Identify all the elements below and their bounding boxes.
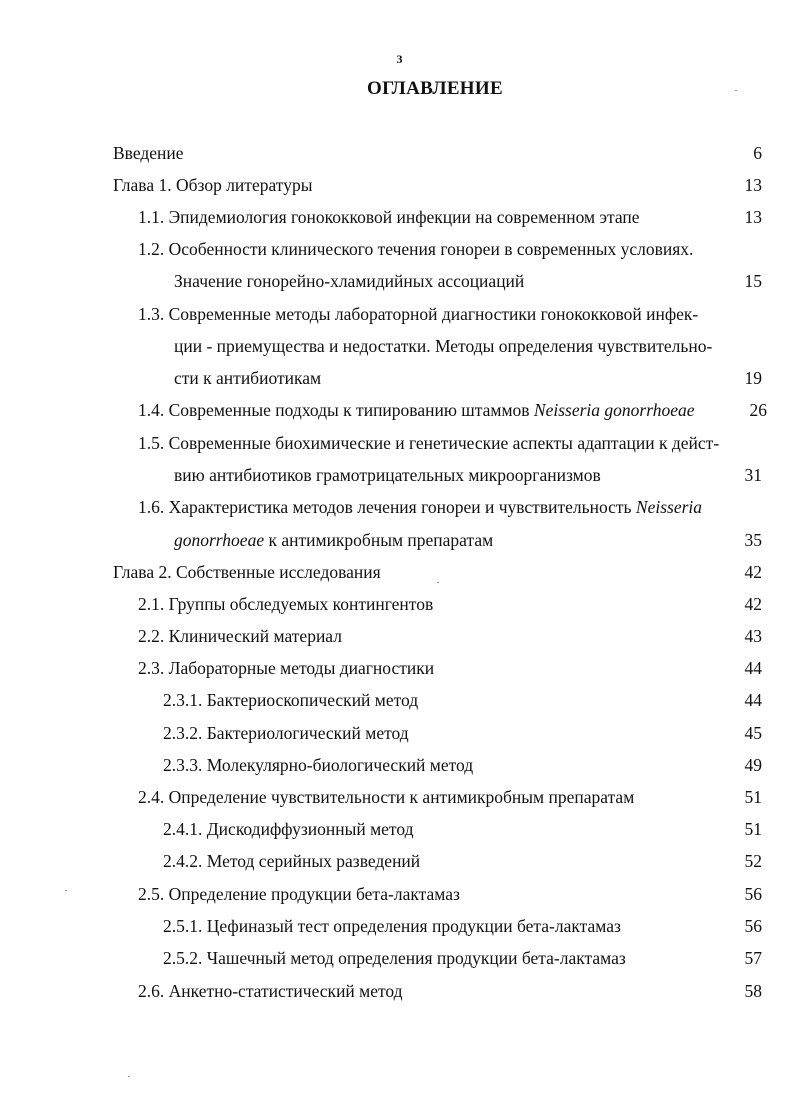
toc-entry-text: 2.3. Лабораторные методы диагностики [138,658,435,678]
scan-speck [128,1076,130,1077]
toc-entry [0,591,799,617]
toc-entry-page: 26 [749,400,767,420]
toc-entry-text: 1.4. Современные подходы к типированию штаммов Neisseria gonorrhoeae [138,400,695,420]
toc-entry-page: 31 [744,465,762,485]
toc-entry-text: 2.3.1. Бактериоскопический метод [163,690,419,710]
toc-entry-text: 2.4. Определение чувствительности к антимикробным препаратам [138,787,635,807]
toc-entry-text: 2.5.1. Цефиназый тест определения продукции бета-лактамаз [163,916,621,936]
toc-entry [0,301,799,327]
toc-entry-text: Значение гонорейно-хламидийных ассоциаций [174,271,525,291]
toc-entry [0,397,799,423]
species-name: Neisseria gonorrhoeae [533,400,695,420]
toc-entry-text: ции - приемущества и недостатки. Методы определения чувствительно- [174,336,713,356]
toc-entry [0,881,799,907]
toc-entry-page: 6 [753,143,762,163]
toc-entry [0,559,799,585]
toc-entry-continuation [0,462,799,488]
toc-entry-text: 1.3. Современные методы лабораторной диагностики гонококковой инфек- [138,304,699,324]
toc-entry-text: вию антибиотиков грамотрицательных микроорганизмов [174,465,601,485]
toc-entry-text: 2.2. Клинический материал [138,626,342,646]
toc-entry [0,687,799,713]
toc-entry-text: 2.1. Группы обследуемых контингентов [138,594,434,614]
scan-speck [437,582,439,583]
toc-entry [0,430,799,456]
toc-entry [0,494,799,520]
toc-entry-page: 56 [744,884,762,904]
toc-entry-text: 2.4.1. Дискодиффузионный метод [163,819,414,839]
toc-entry-text: Глава 2. Собственные исследования [113,562,381,582]
toc-entry-text: 2.5.2. Чашечный метод определения продукции бета-лактамаз [163,948,626,968]
toc-entry-text: 1.5. Современные биохимические и генетические аспекты адаптации к дейст- [138,433,720,453]
species-name: gonorrhoeae [174,530,265,550]
toc-entry-page: 42 [744,562,762,582]
toc-entry-page: 44 [744,690,762,710]
toc-entry-text: 2.5. Определение продукции бета-лактамаз [138,884,460,904]
toc-entry-text: Глава 1. Обзор литературы [113,175,313,195]
toc-entry-page: 49 [744,755,762,775]
toc-entry [0,236,799,262]
toc-entry-continuation [0,333,799,359]
toc-entry-page: 52 [744,851,762,871]
toc-entry-text: 1.2. Особенности клинического течения гонореи в современных условиях. [138,239,694,259]
toc-entry-text: 2.4.2. Метод серийных разведений [163,851,421,871]
toc-entry-text: gonorrhoeae к антимикробным препаратам [174,530,494,550]
toc-entry [0,848,799,874]
toc-entry-continuation [0,365,799,391]
toc-entry [0,945,799,971]
toc-entry-page: 51 [744,787,762,807]
toc-entry-text: Введение [113,143,184,163]
toc-entry [0,172,799,198]
toc-entry-page: 35 [744,530,762,550]
page-number: 3 [396,52,403,66]
toc-entry-continuation [0,268,799,294]
toc-entry [0,913,799,939]
toc-entry-page: 13 [744,207,762,227]
toc-entry [0,140,799,166]
toc-entry [0,784,799,810]
scan-speck [65,890,67,891]
species-name: Neisseria [635,497,703,517]
toc-entry-continuation [0,527,799,553]
toc-entry-page: 13 [744,175,762,195]
toc-entry-text: 2.3.3. Молекулярно-биологический метод [163,755,474,775]
toc-entry-text: сти к антибиотикам [174,368,322,388]
toc-entry-page: 51 [744,819,762,839]
toc-entry-page: 42 [744,594,762,614]
toc-entry [0,816,799,842]
toc-entry-text: 1.1. Эпидемиология гонококковой инфекции на современном этапе [138,207,640,227]
toc-entry-page: 15 [744,271,762,291]
toc-entry-text: 1.6. Характеристика методов лечения гонореи и чувствительность Neisseria [138,497,703,517]
toc-entry-page: 57 [744,948,762,968]
toc-entry-text: 2.6. Анкетно-статистический метод [138,981,403,1001]
toc-entry [0,623,799,649]
toc-entry-page: 58 [744,981,762,1001]
toc-entry-text: 2.3.2. Бактериологический метод [163,723,409,743]
toc-entry [0,752,799,778]
scan-speck [735,90,737,91]
page-title: ОГЛАВЛЕНИЕ [367,78,503,99]
toc-entry-page: 44 [744,658,762,678]
toc-entry-page: 43 [744,626,762,646]
toc-entry [0,720,799,746]
toc-entry-page: 56 [744,916,762,936]
toc-entry [0,978,799,1004]
toc-entry [0,655,799,681]
toc-entry-page: 19 [744,368,762,388]
toc-entry [0,204,799,230]
toc-entry-page: 45 [744,723,762,743]
